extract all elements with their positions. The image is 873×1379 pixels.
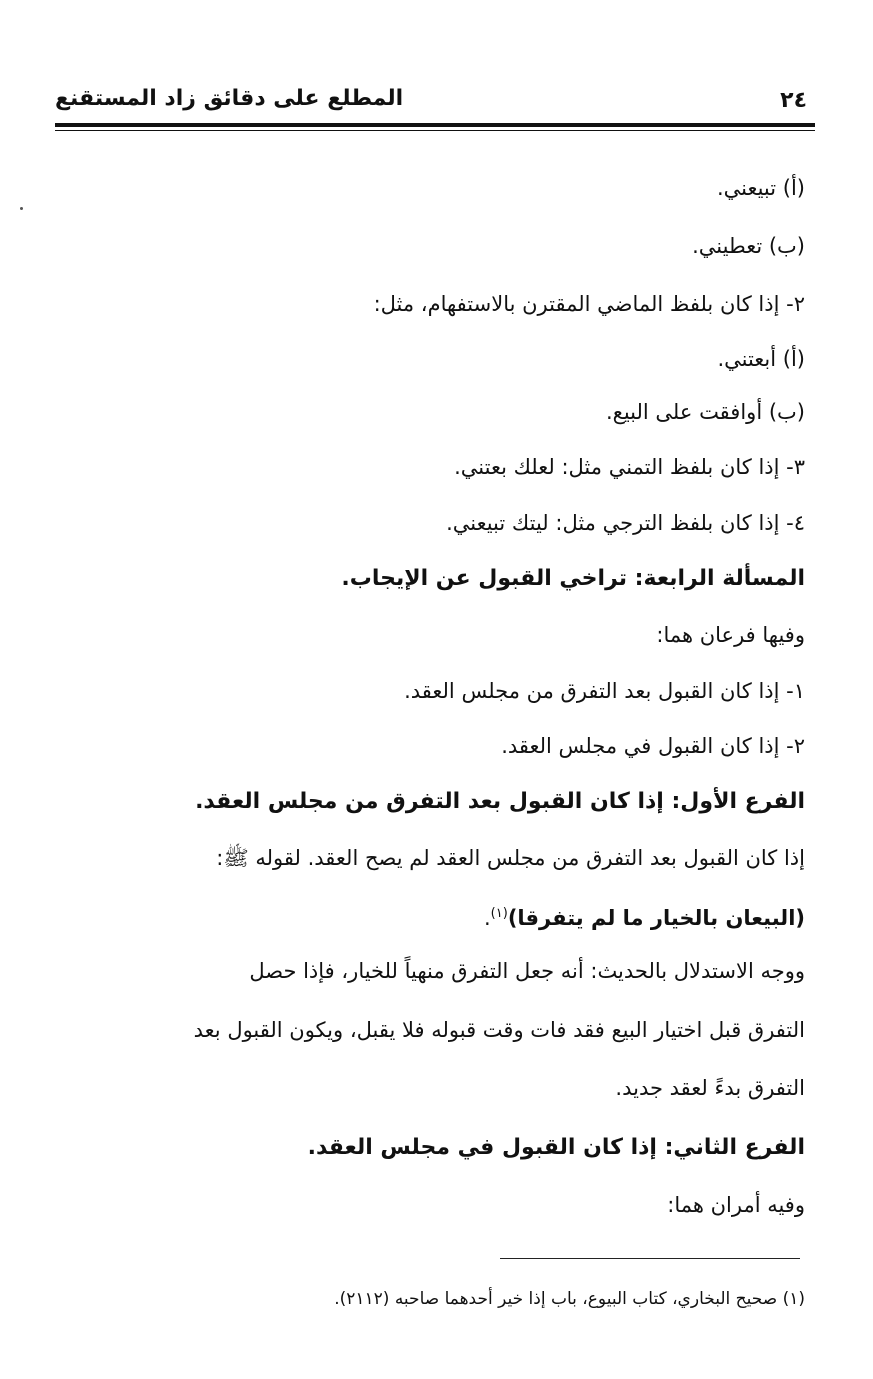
quote-end: . bbox=[483, 906, 491, 930]
list-item: (ب) تعطيني. bbox=[692, 234, 805, 258]
list-item: ١- إذا كان القبول بعد التفرق من مجلس العقد. bbox=[404, 679, 805, 703]
paragraph: وفيه أمران هما: bbox=[667, 1193, 805, 1217]
list-item: ٢- إذا كان بلفظ الماضي المقترن بالاستفهام، مثل: bbox=[373, 292, 805, 316]
subsection-heading: الفرع الأول: إذا كان القبول بعد التفرق من مجلس العقد. bbox=[195, 789, 805, 814]
list-item: ٤- إذا كان بلفظ الترجي مثل: ليتك تبيعني. bbox=[446, 511, 805, 535]
list-item: ٣- إذا كان بلفظ التمني مثل: لعلك بعتني. bbox=[454, 455, 805, 479]
paragraph-line: ووجه الاستدلال بالحديث: أنه جعل التفرق منهياً للخيار، فإذا حصل bbox=[249, 959, 805, 983]
hadith-quote-line bbox=[484, 899, 805, 933]
header-rule-thin bbox=[55, 130, 815, 131]
scan-speck bbox=[20, 207, 23, 210]
book-title: المطلع على دقائق زاد المستقنع bbox=[55, 86, 404, 111]
section-heading: المسألة الرابعة: تراخي القبول عن الإيجاب. bbox=[341, 566, 805, 591]
footnote-ref: (١) bbox=[490, 906, 508, 921]
list-item: ٢- إذا كان القبول في مجلس العقد. bbox=[501, 734, 805, 758]
paragraph-line: التفرق بدءً لعقد جديد. bbox=[615, 1076, 805, 1100]
footnote-divider bbox=[500, 1258, 800, 1259]
paragraph-line: التفرق قبل اختيار البيع فقد فات وقت قبوله فلا يقبل، ويكون القبول بعد bbox=[193, 1018, 805, 1042]
running-header bbox=[55, 86, 815, 116]
paragraph-line: إذا كان القبول بعد التفرق من مجلس العقد لم يصح العقد. لقوله ﷺ: bbox=[216, 846, 805, 870]
list-item: (ب) أوافقت على البيع. bbox=[605, 400, 805, 424]
list-item: (أ) أبعتني. bbox=[717, 347, 805, 371]
hadith-quote: (البيعان بالخيار ما لم يتفرقا) bbox=[507, 906, 805, 930]
paragraph: وفيها فرعان هما: bbox=[656, 623, 805, 647]
subsection-heading: الفرع الثاني: إذا كان القبول في مجلس العقد. bbox=[307, 1135, 805, 1160]
footnote: (١) صحيح البخاري، كتاب البيوع، باب إذا خير أحدهما صاحبه (٢١١٢). bbox=[334, 1289, 805, 1309]
header-rule-thick bbox=[55, 123, 815, 127]
list-item: (أ) تبيعني. bbox=[716, 176, 805, 200]
page-number: ٢٤ bbox=[780, 88, 807, 113]
